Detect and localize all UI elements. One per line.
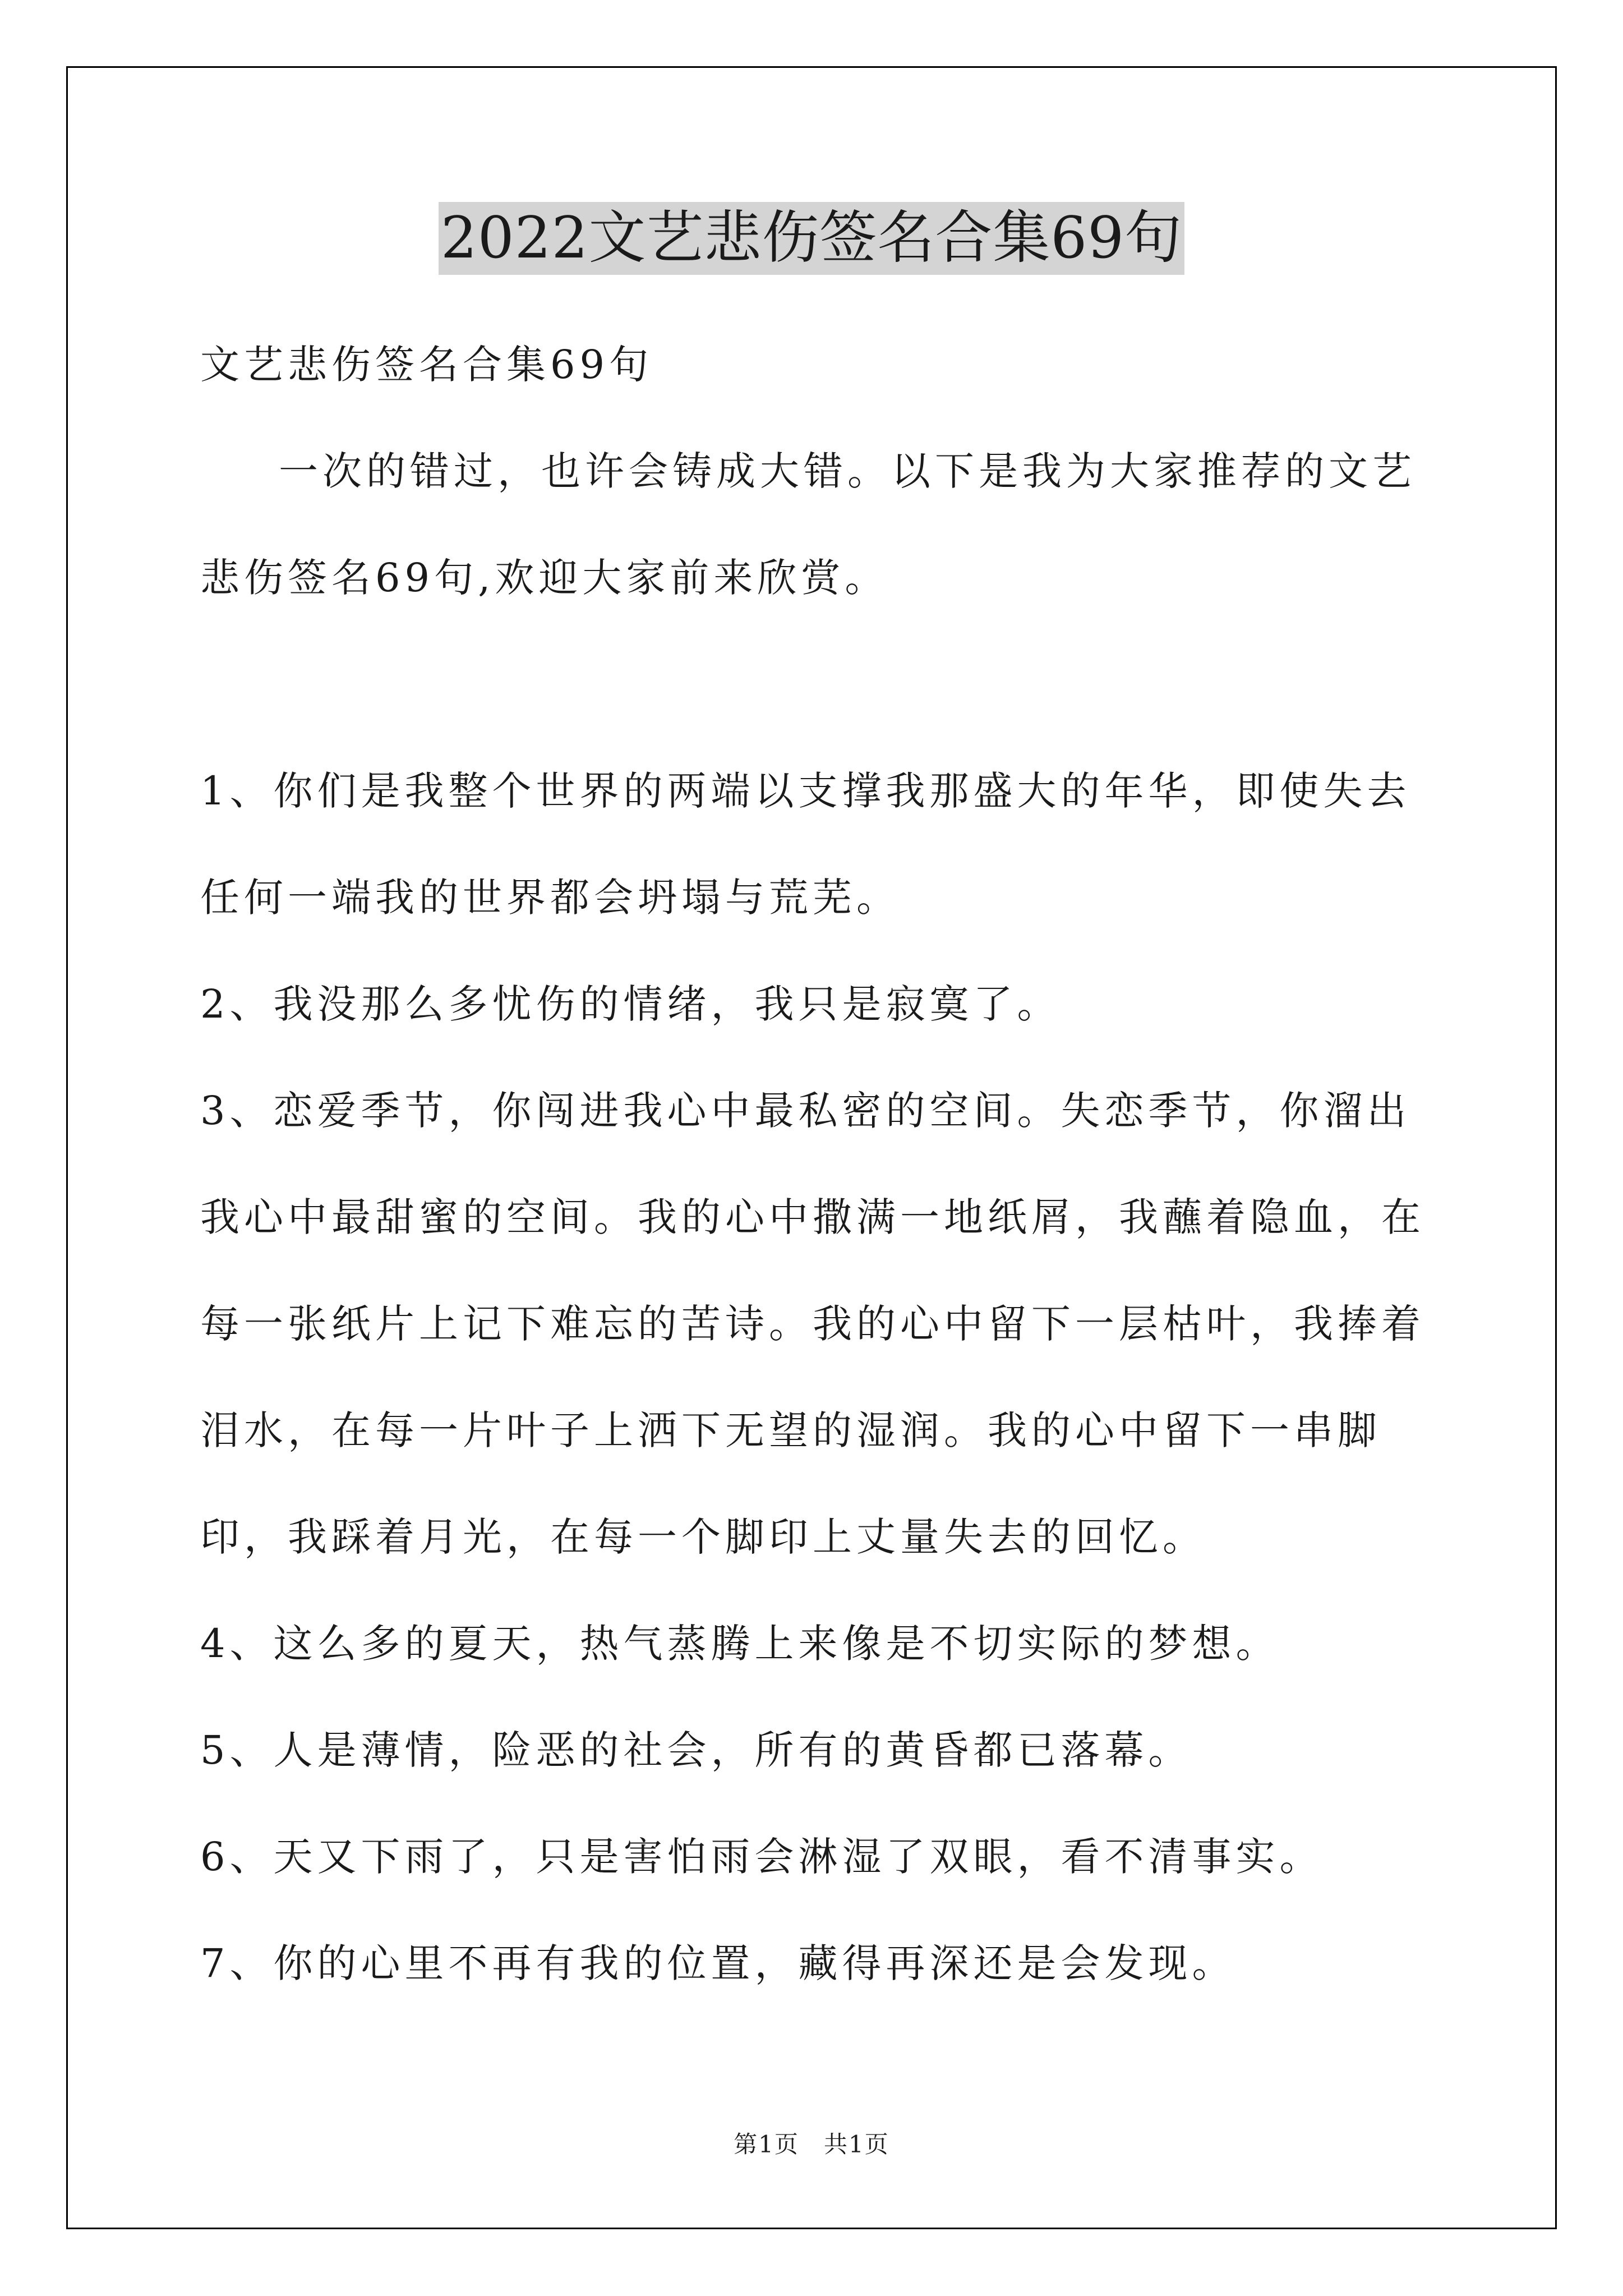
list-item: 1、你们是我整个世界的两端以支撑我那盛大的年华，即使失去任何一端我的世界都会坍塌与荒芜。 [200, 768, 1411, 921]
list-item: 5、人是薄情，险恶的社会，所有的黄昏都已落幕。 [200, 1727, 1192, 1773]
document-subtitle: 文艺悲伤签名合集69句 [200, 342, 653, 388]
paragraph-spacer [200, 631, 1434, 738]
document-body [200, 311, 1434, 2017]
intro-paragraph: 一次的错过，也许会铸成大错。以下是我为大家推荐的文艺悲伤签名69句,欢迎大家前来欣赏。 [200, 448, 1416, 601]
title-container [0, 202, 1623, 275]
page-footer: 第1页 共1页 [734, 2131, 889, 2158]
list-item: 7、你的心里不再有我的位置，藏得再深还是会发现。 [200, 1940, 1236, 1986]
list-item: 2、我没那么多忧伤的情绪，我只是寂寞了。 [200, 981, 1061, 1027]
document-title: 2022文艺悲伤签名合集69句 [439, 202, 1184, 275]
list-item: 3、恋爱季节，你闯进我心中最私密的空间。失恋季节，你溜出我心中最甜蜜的空间。我的心中撒满一地纸屑，我蘸着隐血，在每一张纸片上记下难忘的苦诗。我的心中留下一层枯叶，我捧着泪水，在每一片叶子上洒下无望的湿润。我的心中留下一串脚印，我踩着月光，在每一个脚印上丈量失去的回忆。 [200, 1088, 1425, 1560]
list-item: 6、天又下雨了，只是害怕雨会淋湿了双眼，看不清事实。 [200, 1834, 1324, 1880]
list-item: 4、这么多的夏天，热气蒸腾上来像是不切实际的梦想。 [200, 1621, 1280, 1667]
